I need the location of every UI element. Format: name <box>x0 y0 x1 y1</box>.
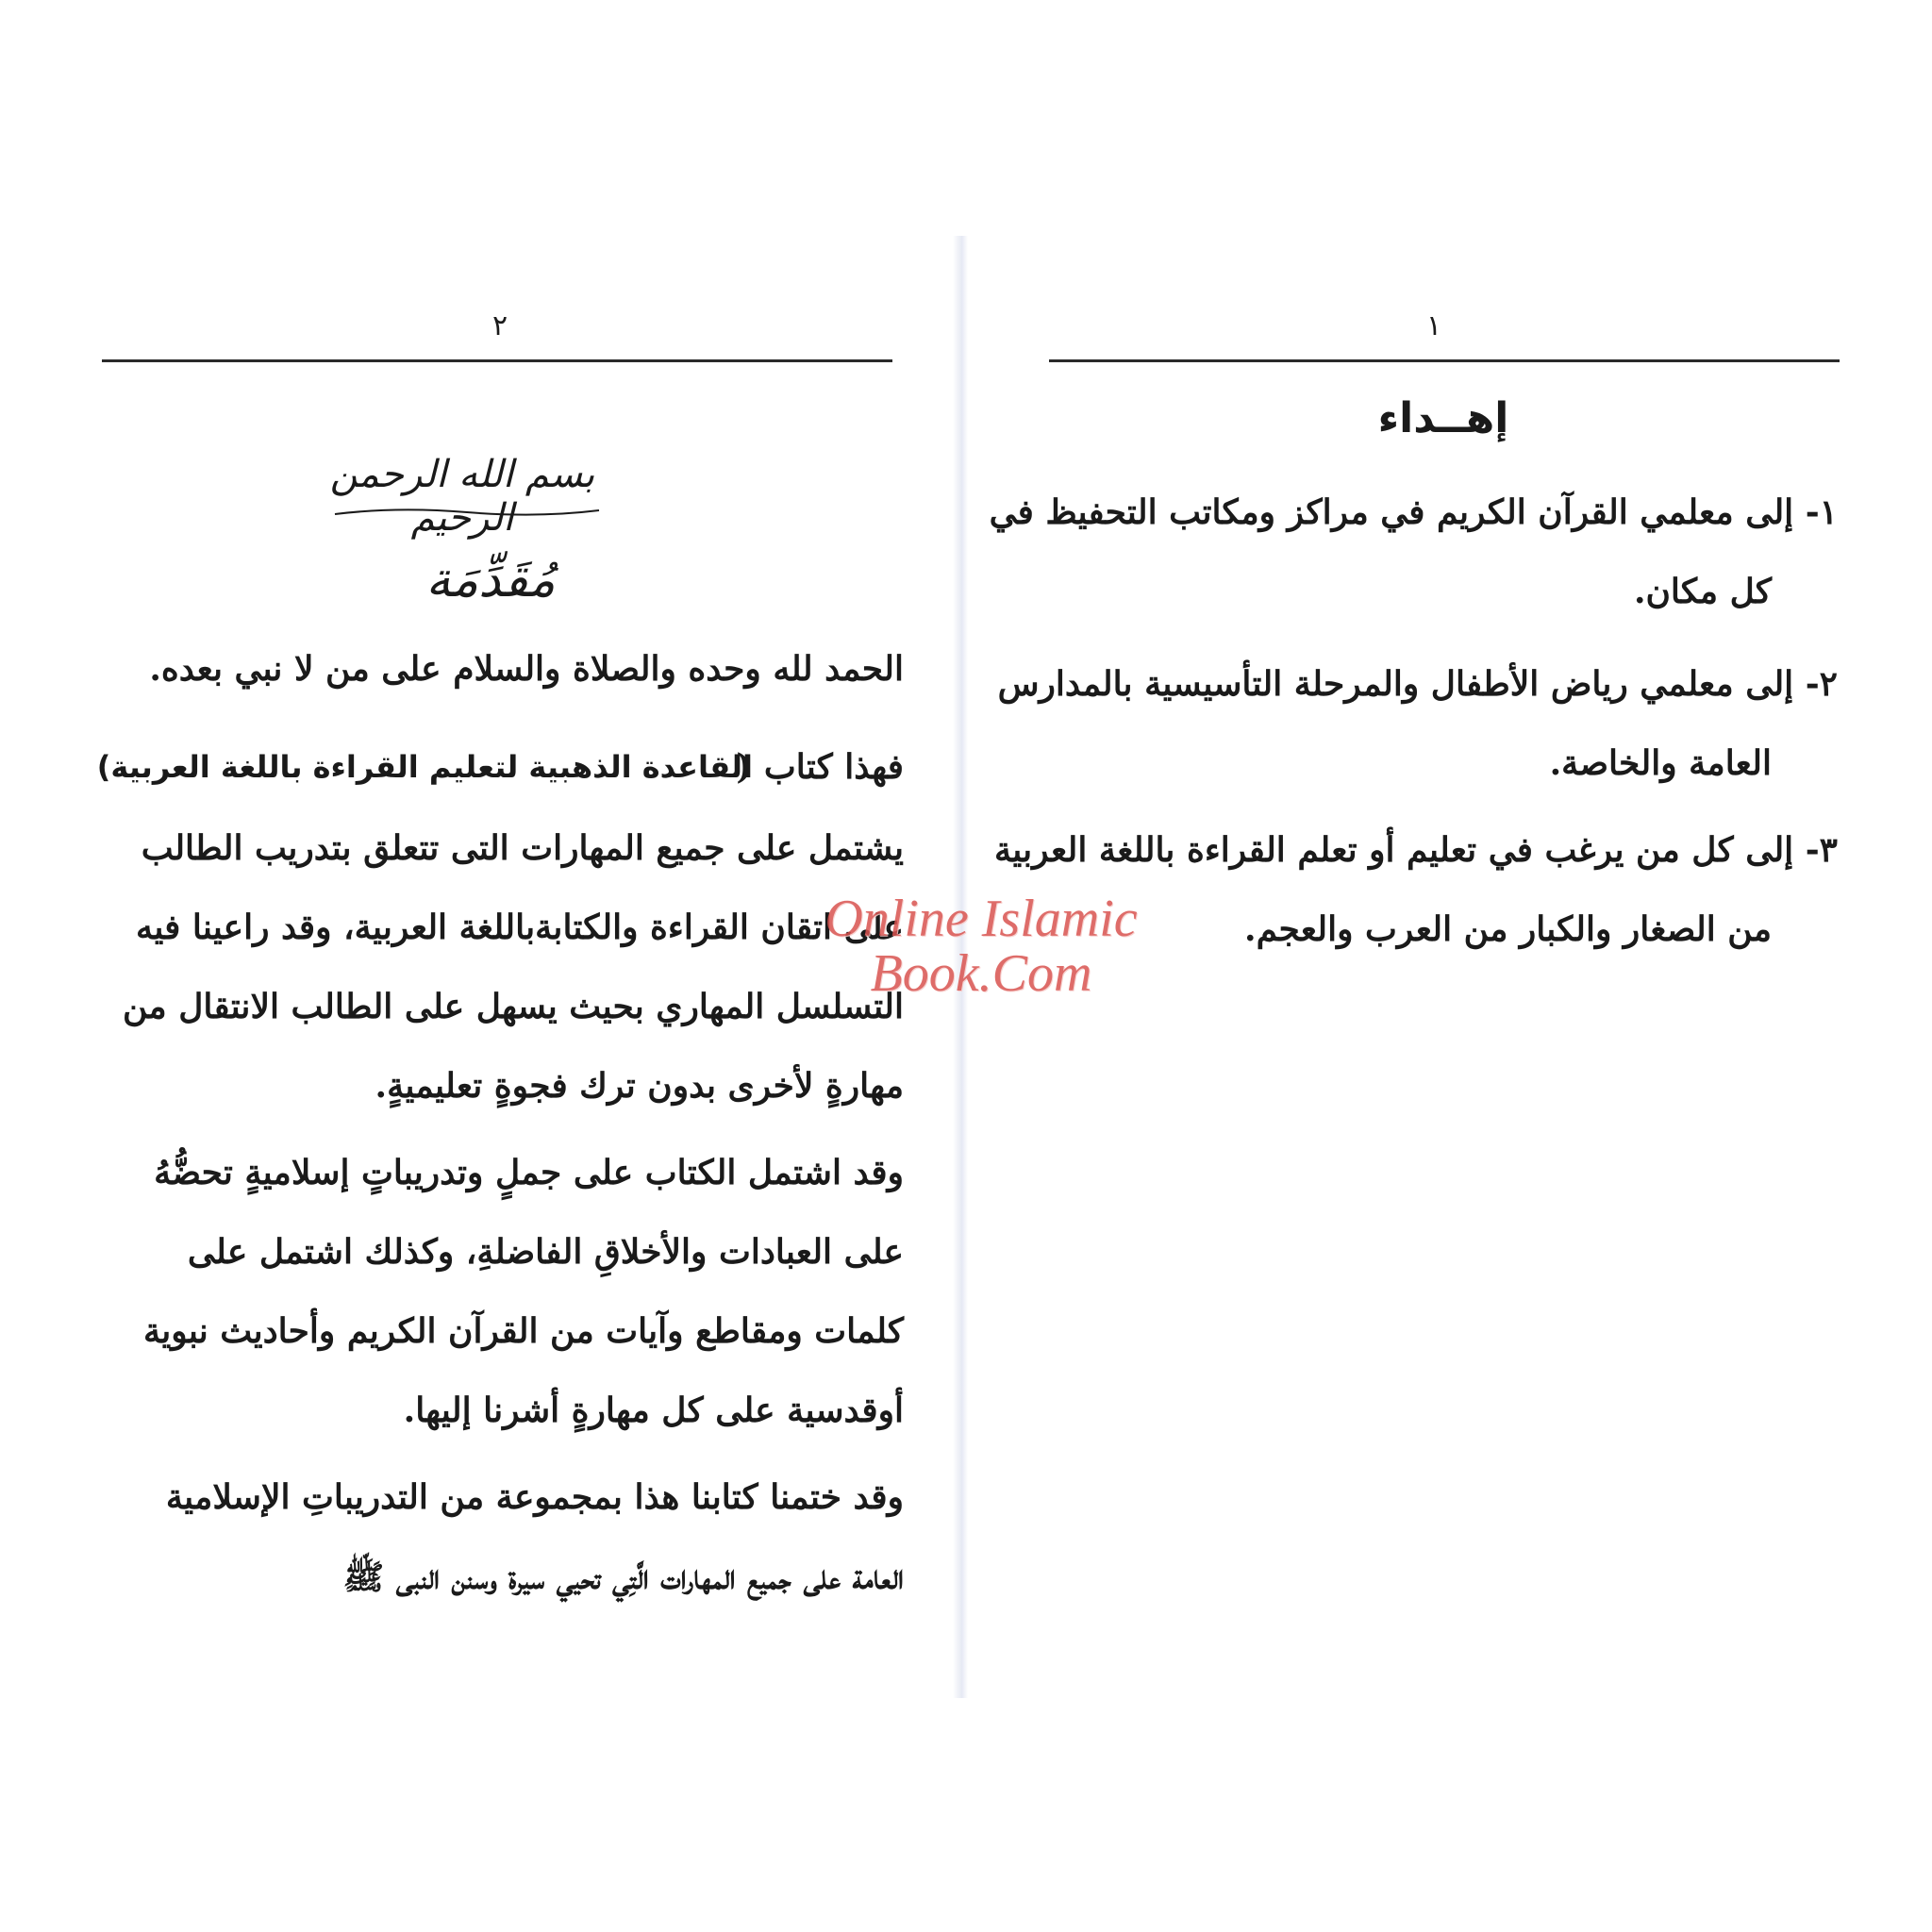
intro-line-10: أوقدسية على كل مهارةٍ أشرنا إليها. <box>403 1391 904 1430</box>
page-number-right: ١ <box>1425 309 1442 342</box>
page-number-left: ٢ <box>491 309 508 342</box>
dedication-line-3: ٢- إلى معلمي رياض الأطفال والمرحلة التأسيسية بالمدارس <box>997 664 1838 704</box>
dedication-line-6: من الصغار والكبار من العرب والعجم. <box>1244 909 1772 949</box>
intro-line-7: وقد اشتمل الكتاب على جملٍ وتدريباتٍ إسلاميةٍ تحضُّهُ <box>154 1153 904 1192</box>
book-title-reference: القاعدة الذهبية لتعليم القراءة باللغة العربية) <box>96 749 753 785</box>
dedication-line-5: ٣- إلى كل من يرغب في تعليم أو تعلم القراءة باللغة العربية <box>993 830 1838 870</box>
watermark-line-2: Book.Com <box>870 944 1092 1003</box>
watermark <box>774 891 1189 1001</box>
intro-line-12: العامة على جميع المهارات الَّتِي تحيي سيرة وسنن النبى ﷺ <box>342 1557 904 1597</box>
intro-line-11: وقد ختمنا كتابنا هذا بمجموعة من التدريباتِ الإسلامية <box>165 1477 904 1517</box>
intro-line-5: التسلسل المهاري بحيث يسهل على الطالب الانتقال من <box>123 987 904 1026</box>
intro-line-9: كلمات ومقاطع وآيات من القرآن الكريم وأحاديث نبوية <box>142 1311 904 1351</box>
intro-line-1: الحمد لله وحده والصلاة والسلام على من لا نبي بعده. <box>149 649 904 689</box>
intro-line-6: مهارةٍ لأخرى بدون ترك فجوةٍ تعليميةٍ. <box>375 1066 904 1106</box>
basmala-flourish-icon <box>330 505 604 520</box>
dedication-heading: إهــداء <box>1377 394 1509 442</box>
introduction-title: مُقَدِّمَة <box>425 552 556 608</box>
header-rule-left <box>102 359 892 362</box>
intro-line-8: على العبادات والأخلاقِ الفاضلةِ، وكذلك اشتمل على <box>187 1232 904 1272</box>
dedication-line-2: كل مكان. <box>1633 572 1772 611</box>
intro-line-4: على اتقان القراءة والكتابةباللغة العربية، وقد راعينا فيه <box>136 908 904 947</box>
header-rule-right <box>1049 359 1840 362</box>
intro-line-3: يشتمل على جميع المهارات التى تتعلق بتدريب الطالب <box>141 828 904 868</box>
watermark-line-1: Online Islamic <box>824 890 1138 948</box>
basmala: بسم الله الرحمن الرحيم <box>329 453 595 540</box>
intro-line-2a: فهذا كتاب ( <box>736 747 904 787</box>
dedication-line-4: العامة والخاصة. <box>1549 743 1772 783</box>
dedication-line-1: ١- إلى معلمي القرآن الكريم في مراكز ومكاتب التحفيظ في <box>989 492 1838 532</box>
